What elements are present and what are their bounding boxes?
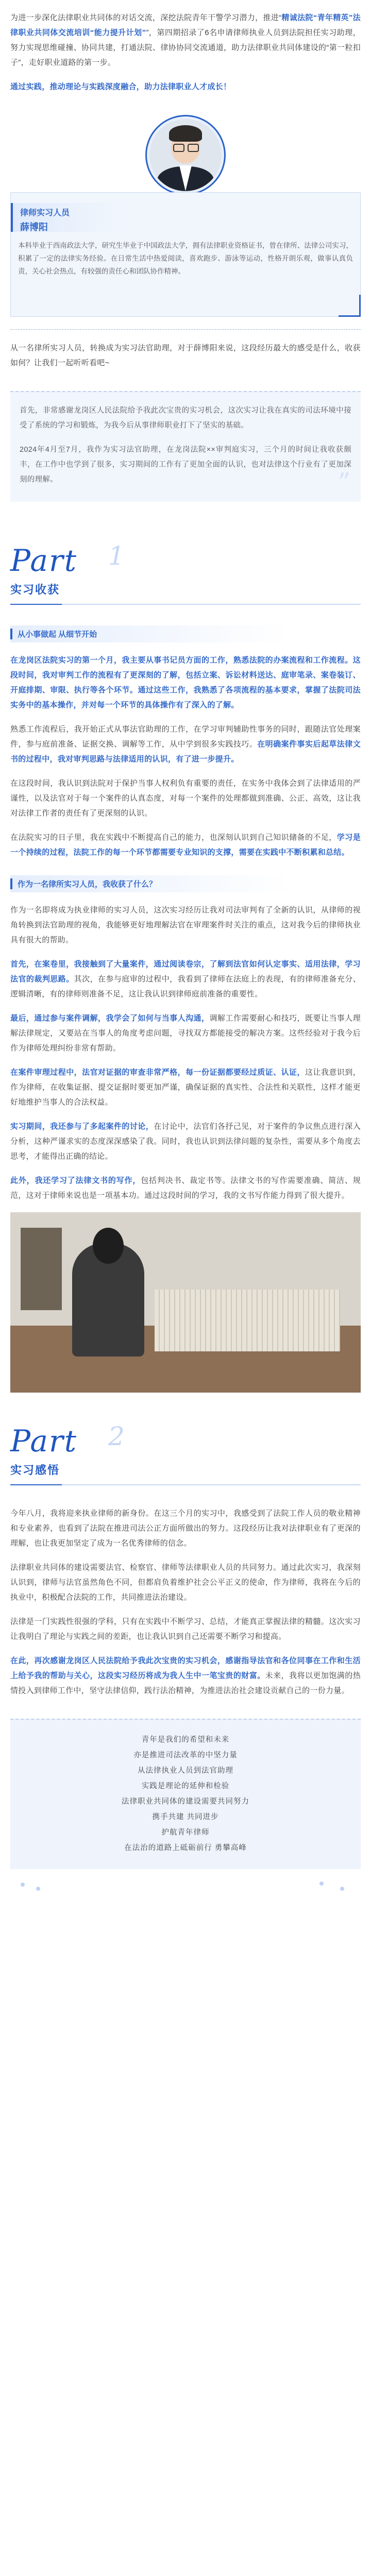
part2-paragraph-b: 法律职业共同体的建设需要法官、检察官、律师等法律职业人员的共同努力。通过此次实习，我深刻认识到，律师与法官虽然角色不同，但都肩负着维护社会公平正义的使命，作为律师，我将在今后的执业中，积极配合法院的工作，共同推进法治建设。 xyxy=(10,1563,361,1602)
part1-pj-text: 包括判决书、裁定书等。法律文书的写作需要准确、简洁、规范，这对于律师来说也是一项基本功。通过这段时间的学习，我的文书写作能力得到了很大提升。 xyxy=(10,1176,361,1200)
part1-pf-highlight: 首先，在案卷里，我接触到了大量案件，通过阅读卷宗，了解到法官如何认定事实、适用法律，学习法官的裁判思路。 xyxy=(10,960,361,984)
quote-paragraph-1: 首先，非常感谢龙岗区人民法院给予我此次宝贵的实习机会，这次实习让我在真实的司法环境中接受了系统的学习和锻炼，为我今后从事律师职业打下了坚实的基础。 xyxy=(20,406,351,430)
part1-paragraph-f xyxy=(10,957,361,1002)
part-number: 1 xyxy=(108,541,125,571)
closing-line: 青年是我们的希望和未来 xyxy=(141,1736,230,1744)
avatar xyxy=(145,115,226,195)
closing-line: 从法律执业人员到法官助理 xyxy=(138,1767,233,1775)
part1-paragraph-h xyxy=(10,1065,361,1110)
part1-ph-highlight: 在案件审理过程中，法官对证据的审查非常严格，每一份证据都要经过质证、认证， xyxy=(10,1068,305,1077)
closing-line: 携手共建 共同进步 xyxy=(152,1813,219,1821)
part1-pi-text: 在讨论中，法官们各抒己见，对于案件的争议焦点进行深入分析，这种严谨求实的态度深深感染了我。同时，我也认识到法律问题的复杂性，需要从多个角度去思考，才能得出正确的结论。 xyxy=(10,1122,361,1161)
portrait-photo xyxy=(149,119,222,191)
part-title: 实习感悟 xyxy=(10,1464,60,1477)
intro-slogan: 通过实践，推动理论与实践深度融合，助力法律职业人才成长！ xyxy=(10,82,231,91)
part-2-body xyxy=(0,1506,371,1698)
part1-pb-text: 熟悉工作流程后，我开始正式从事法官助理的工作，在学习审判辅助性事务的同时，跟随法官处理案件，参与庭前准备、证据交换、调解等工作，从中学到很多实践技巧。 xyxy=(10,725,361,749)
part1-paragraph-b xyxy=(10,722,361,767)
intro-section xyxy=(0,0,371,94)
closing-line: 实践是理论的延伸和检验 xyxy=(141,1782,230,1790)
part-1-header xyxy=(10,543,361,610)
subtitle-start-small: 从小事做起 从细节开始 xyxy=(10,625,361,642)
part1-paragraph-d xyxy=(10,830,361,860)
part2-paragraph-d xyxy=(10,1653,361,1698)
part1-pd-highlight: 学习是一个持续的过程，法院工作的每一个环节都需要专业知识的支撑，需要在实践中不断积累和总结。 xyxy=(10,833,361,857)
profile-name: 薛博阳 xyxy=(20,222,48,232)
corner-decoration xyxy=(339,295,361,317)
part1-pb-highlight: 在明确案件事实后起草法律文书的过程中，我对审判思路与法律适用的认识，有了进一步提升。 xyxy=(10,740,361,764)
part2-paragraph-c: 法律是一门实践性很强的学科，只有在实践中不断学习、总结，才能真正掌握法律的精髓。这次实习让我明白了理论与实践之间的差距，也让我认识到自己还需要不断学习和提高。 xyxy=(10,1617,361,1641)
part-underline-light xyxy=(62,604,361,605)
closing-line: 亦是推进司法改革的中坚力量 xyxy=(133,1751,238,1759)
profile-bio: 本科毕业于西南政法大学，研究生毕业于中国政法大学，拥有法律职业资格证书，曾在律所、法律公司实习，积累了一定的法律实务经验。在日常生活中热爱阅读，喜欢跑步、游泳等运动，性格开朗乐观，做事认真负责，关心社会热点，有较强的责任心和团队协作精神。 xyxy=(18,242,353,275)
part1-paragraph-i xyxy=(10,1119,361,1164)
part1-pd-text: 在法院实习的日子里，我在实践中不断提高自己的能力，也深刻认识到自己知识储备的不足， xyxy=(10,833,337,842)
part1-paragraph-j xyxy=(10,1173,361,1203)
profile-info-box xyxy=(10,192,361,317)
profile-card xyxy=(10,115,361,316)
part-number: 2 xyxy=(108,1421,125,1451)
quote-mark-icon: ” xyxy=(338,468,350,497)
closing-line: 在法治的道路上砥砺前行 勇攀高峰 xyxy=(124,1844,247,1852)
part-2-header xyxy=(10,1423,361,1490)
part2-pd-text: 未来，我将以更加饱满的热情投入到律师工作中，坚守法律信仰，践行法治精神，为推进法治社会建设贡献自己的一份力量。 xyxy=(10,1671,361,1695)
part1-ph-text: 这让我意识到，作为律师，在收集证据、提交证据时要更加严谨，确保证据的真实性、合法性和关联性，这样才能更好地维护当事人的合法权益。 xyxy=(10,1068,361,1107)
intro-text-a: 为进一步深化法律职业共同体的对话交流，深挖法院青年干警学习潜力，推进“ xyxy=(10,13,282,22)
part1-pg-highlight: 最后，通过参与案件调解，我学会了如何与当事人沟通， xyxy=(10,1014,210,1023)
closing-line: 法律职业共同体的建设需要共同努力 xyxy=(122,1798,249,1806)
work-photo xyxy=(10,1212,361,1393)
part-title: 实习收获 xyxy=(10,583,60,596)
subtitle-gains: 作为一名律所实习人员，我收获了什么？ xyxy=(10,875,361,892)
part1-paragraph-c: 在这段时间，我认识到法院对于保护当事人权利负有重要的责任，在实务中我体会到了法律适用的严谨性，以及法官对于每一个案件的认真态度，对每一个案件的处理都做到准确、公正、高效，这让我对法律工作者的责任有了更深刻的认识。 xyxy=(10,779,361,818)
closing-line: 护航青年律师 xyxy=(161,1828,210,1837)
profile-role: 律师实习人员 xyxy=(20,209,70,217)
part2-paragraph-a: 今年八月，我将迎来执业律师的新身份。在这三个月的实习中，我感受到了法院工作人员的敬业精神和专业素养，也看到了法院在推进司法公正方面所做出的努力。这段经历让我对法律职业有了更深的理解，也让我更加坚定了成为一名优秀律师的信念。 xyxy=(10,1509,361,1548)
part1-pj-highlight: 此外，我还学习了法律文书的写作， xyxy=(10,1176,141,1185)
part-1-body-a xyxy=(0,653,371,860)
intro-text-b: ”，第四期招录了6名申请律师执业人员到法院担任实习助理，努力实现思维碰撞、协同共建，打通法院、律协协同交流通道，助力法律职业共同体建设的“第一粒扣子”，走好职业道路的第一步。 xyxy=(10,28,361,67)
transition-paragraph: 从一名律所实习人员，转换成为实习法官助理，对于薛博阳来说，这段经历最大的感受是什么，收获如何？让我们一起听听看吧~ xyxy=(10,344,361,367)
profile-header xyxy=(11,203,118,232)
part1-paragraph-a xyxy=(10,653,361,713)
part2-pd-highlight: 在此，再次感谢龙岗区人民法院给予我此次宝贵的实习机会，感谢指导法官和各位同事在工作和生活上给予我的帮助与关心，这段实习经历将成为我人生中一笔宝贵的财富。 xyxy=(10,1656,361,1680)
part-word: Part xyxy=(10,543,78,578)
quote-box xyxy=(10,391,361,502)
part-1-body-b xyxy=(0,903,371,1203)
part1-paragraph-e: 作为一名即将成为执业律师的实习人员，这次实习经历让我对司法审判有了全新的认识，从律师的视角转换到法官助理的视角，我能够更好地理解法官在审理案件时关注的重点，这对我今后的律师执业具有很大的帮助。 xyxy=(10,906,361,944)
part-word: Part xyxy=(10,1423,78,1459)
quote-paragraph-2: 2024年4月至7月，我作为实习法官助理，在龙岗法院××审判庭实习，三个月的时间让我收获颇丰，在工作中也学到了很多，实习期间的工作有了更加全面的认识，也对法律这个行业有了更加深刻的理解。 xyxy=(20,446,351,484)
intro-paragraph xyxy=(10,10,361,70)
part1-paragraph-g xyxy=(10,1011,361,1056)
part1-pg-text: 调解工作需要耐心和技巧，既要让当事人理解法律规定，又要站在当事人的角度考虑问题，寻找双方都能接受的解决方案。这些经验对于我今后作为律师处理纠纷非常有帮助。 xyxy=(10,1014,361,1053)
footer-dots-decoration xyxy=(0,1879,371,1895)
part1-pi-highlight: 实习期间，我还参与了多起案件的讨论， xyxy=(10,1122,154,1131)
dashed-divider xyxy=(10,329,361,330)
transition-section xyxy=(0,341,371,370)
part-underline-light xyxy=(62,1484,361,1485)
closing-box xyxy=(10,1719,361,1869)
part1-pf-text: 其次，在参与庭审的过程中，我看到了律师在法庭上的表现，有的律师准备充分、逻辑清晰，有的律师则准备不足，这让我认识到律师庭前准备的重要性。 xyxy=(10,975,361,998)
intro-highlight: 精诚法院“青年精英”法律职业共同体交流培训“能力提升计划” xyxy=(10,13,361,37)
part1-pa-text: 在龙岗区法院实习的第一个月，我主要从事书记员方面的工作，熟悉法院的办案流程和工作流程。这段时间，我对审判工作的流程有了更深刻的了解，包括立案、诉讼材料送达、庭审笔录、案卷装订、开庭排期、审限、执行等各个环节。通过这些工作，我熟悉了各项流程的基本要求，掌握了法院司法实务中的基本操作，并对每一个环节的具体操作有了深入的了解。 xyxy=(10,656,361,709)
